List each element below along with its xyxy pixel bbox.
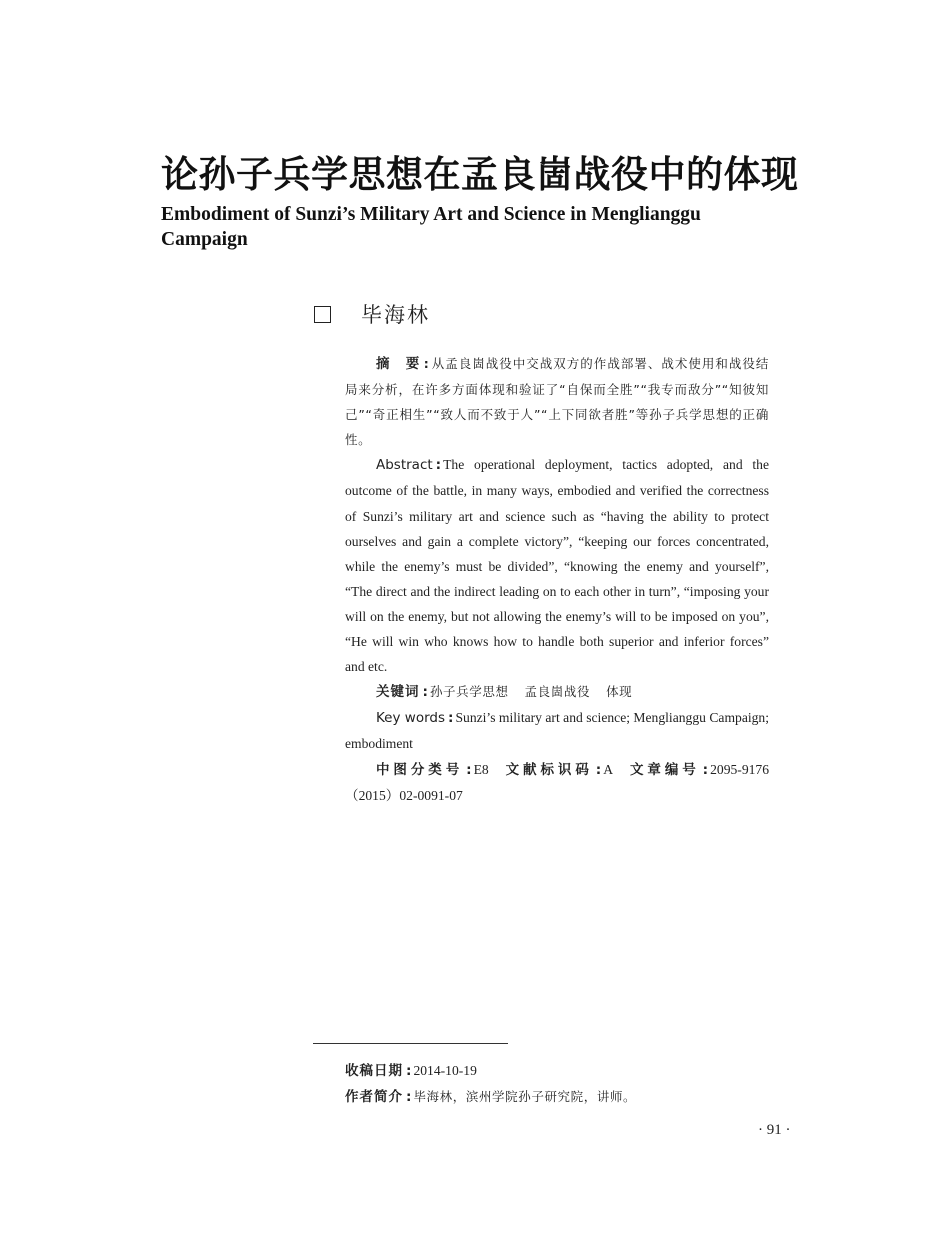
abstract-english-text: The operational deployment, tactics adopted, and the outcome of the battle, in many ways, embodied and verified the correctness of Sunzi’s military art and science such as “having the ability to protect ourselves and gain a complete victory”, “keeping our forces concentrated, while the enemy’s must be divided”, “knowing the enemy and yourself”, “The direct and the indirect leading on to each other in turn”, “imposing your will on the enemy, but not allowing the enemy’s will to be imposed on you”, “He will win who knows how to handle both superior and inferior forces” and etc. (345, 457, 769, 675)
article-title-chinese: 论孙子兵学思想在孟良崮战役中的体现 (161, 152, 799, 196)
keywords-chinese: 关键词 : 孙子兵学思想 孟良崮战役 体现 (376, 684, 633, 701)
received-date-label: 收稿日期 (345, 1063, 403, 1079)
abstract-section (345, 351, 769, 808)
author-bio-line: 作者简介 : 毕海林，滨州学院孙子研究院，讲师。 (345, 1089, 637, 1105)
footnote-divider (313, 1043, 508, 1044)
page-number: · 91 · (758, 1122, 791, 1138)
clc-value: E8 (473, 761, 489, 777)
keywords-english-label: Key words (376, 710, 446, 727)
abstract-chinese-label: 摘 要 (376, 356, 421, 372)
clc-label: 中图分类号 (376, 761, 464, 778)
keyword-item: 孙子兵学思想 (429, 684, 509, 700)
abstract-chinese-text: 从孟良崮战役中交战双方的作战部署、战术使用和战役结局来分析，在许多方面体现和验证了“自保而全胜”“我专而敌分”“知彼知己”“奇正相生”“致人而不致于人”“上下同欲者胜”等孙子兵学思想的正确性。 (345, 356, 769, 448)
author-bio-label: 作者简介 (345, 1089, 403, 1105)
abstract-chinese: 摘 要 : 从孟良崮战役中交战双方的作战部署、战术使用和战役结局来分析，在许多方面体现和验证了“自保而全胜”“我专而敌分”“知彼知己”“奇正相生”“致人而不致于人”“上下同欲者胜”等孙子兵学思想的正确性。 (345, 356, 769, 448)
received-date-line: 收稿日期 : 2014-10-19 (345, 1063, 477, 1079)
abstract-english: Abstract : The operational deployment, tactics adopted, and the outcome of the battle, in many ways, embodied and verified the correctness of Sunzi’s military art and science such as “having the ability to protect ourselves and gain a complete victory”, “keeping our forces concentrated, while the enemy’s must be divided”, “knowing the enemy and yourself”, “The direct and the indirect leading on to each other in turn”, “imposing your will on the enemy, but not allowing the enemy’s will to be imposed on you”, “He will win who knows how to handle both superior and inferior forces” and etc. (345, 457, 769, 675)
author-bio-value: 毕海林，滨州学院孙子研究院，讲师。 (413, 1089, 637, 1104)
keywords-english: Key words : Sunzi’s military art and science; Menglianggu Campaign; embodiment (345, 710, 770, 752)
keywords-english-text: Sunzi’s military art and science; Menglianggu Campaign; embodiment (345, 710, 770, 752)
doc-code-value: A (603, 761, 614, 777)
received-date-value: 2014-10-19 (413, 1063, 477, 1078)
abstract-english-label: Abstract (376, 457, 433, 474)
author-line (314, 297, 430, 331)
author-name: 毕海林 (361, 303, 430, 327)
article-number-label: 文章编号 (627, 761, 700, 778)
square-bullet-icon (314, 306, 331, 323)
footnotes (345, 1058, 769, 1110)
article-number-value: 2095-9176（2015）02-0091-07 (345, 761, 770, 803)
article-title-english: Embodiment of Sunzi’s Military Art and Science in Menglianggu Campaign (161, 204, 701, 250)
doc-code-label: 文献标识码 (502, 761, 593, 778)
classification-line: 中图分类号 : E8 文献标识码 : A 文章编号 : 2095-9176（2015）02-0091-07 (345, 761, 770, 803)
keyword-item: 体现 (606, 684, 633, 700)
keyword-item: 孟良崮战役 (524, 684, 591, 700)
keywords-chinese-label: 关键词 (376, 684, 420, 701)
